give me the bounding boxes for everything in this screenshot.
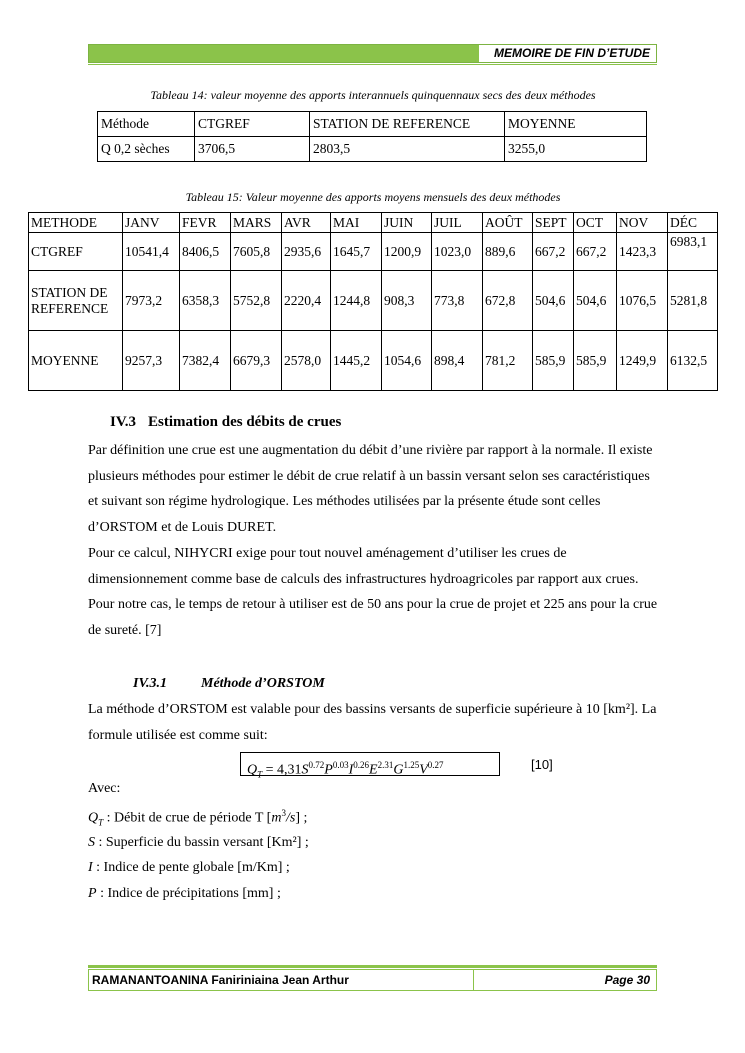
table14-cell: 3255,0 [505, 137, 647, 162]
table14 [97, 111, 647, 162]
definition-line [88, 808, 307, 827]
table15-cell: 585,9 [533, 331, 574, 391]
table15-row [29, 331, 718, 391]
table15-cell: 7973,2 [123, 271, 180, 331]
table15-row [29, 233, 718, 271]
table15-cell: 6983,1 [668, 233, 718, 271]
header-rule [88, 64, 657, 65]
formula-term: P [324, 762, 333, 778]
definition-line [88, 886, 281, 902]
avec-label: Avec: [88, 781, 121, 796]
table15-cell: 2578,0 [282, 331, 331, 391]
footer-author: RAMANANTOANINA Faniriniaina Jean Arthur [89, 970, 474, 990]
table15-cell: 889,6 [483, 233, 533, 271]
table15-cell: 1200,9 [382, 233, 432, 271]
formula-exp: 0.03 [332, 760, 349, 770]
definition-line [88, 835, 309, 851]
table15-cell: 2935,6 [282, 233, 331, 271]
section-heading [110, 414, 341, 431]
formula-reference: [10] [531, 757, 553, 772]
table15-header-cell: JUIN [382, 213, 432, 233]
footer-page-number: Page 30 [604, 973, 650, 987]
def-symbol: Q [88, 810, 99, 826]
table15-header-cell: AVR [282, 213, 331, 233]
table14-cell: 2803,5 [310, 137, 505, 162]
table14-header-cell: MOYENNE [505, 112, 647, 137]
table15-cell: 7605,8 [231, 233, 282, 271]
formula-term: G [393, 762, 404, 778]
table15-cell: STATION DE REFERENCE [29, 271, 123, 331]
subsection-title: Méthode d’ORSTOM [201, 676, 325, 691]
definition-line [88, 860, 290, 876]
def-unit: m [271, 810, 282, 826]
def-text: : Débit de crue de période T [ [103, 810, 272, 826]
table15-cell: 1249,9 [617, 331, 668, 391]
formula-lhs-sub: T [257, 769, 263, 780]
section-title: Estimation des débits de crues [148, 414, 342, 430]
table15-caption: Tableau 15: Valeur moyenne des apports moyens mensuels des deux méthodes [185, 190, 561, 204]
table15-row [29, 271, 718, 331]
table15-header-cell: OCT [574, 213, 617, 233]
table14-row [98, 137, 647, 162]
table15-cell: CTGREF [29, 233, 123, 271]
def-text: : Indice de pente globale [m/Km] ; [92, 860, 290, 875]
table15-header-cell: METHODE [29, 213, 123, 233]
table15-header-cell: AOÛT [483, 213, 533, 233]
table15-cell: 908,3 [382, 271, 432, 331]
table14-header-row [98, 112, 647, 137]
formula-exp: 2.31 [377, 760, 394, 770]
section-paragraph-1: Par définition une crue est une augmentation du débit d’une rivière par rapport à la normale. Il existe plusieurs méthodes pour estimer le débit de crue relatif à un bassin versant selon ses caractéristiques et suivant son régime hydrologique. Les méthodes utilisées par la présente étude sont celles d’ORSTOM et de Louis DURET. [88, 443, 653, 536]
subsection-heading [133, 676, 325, 692]
section-paragraph-2: Pour ce calcul, NIHYCRI exige pour tout nouvel aménagement d’utiliser les crues de dimensionnement comme base de calculs des infrastructures hydroagricoles par rapport aux crues. Pour notre cas, le temps de retour à utiliser est de 50 ans pour la crue de projet et 225 ans pour la crue de sureté. [7] [88, 546, 658, 639]
formula-exp: 0.27 [427, 760, 444, 770]
table15 [28, 212, 718, 391]
table15-header-cell: SEPT [533, 213, 574, 233]
table15-header-cell: MARS [231, 213, 282, 233]
subsection-number: IV.3.1 [133, 676, 167, 691]
table15-cell: 6358,3 [180, 271, 231, 331]
table14-header-cell: Méthode [98, 112, 195, 137]
table15-cell: 5752,8 [231, 271, 282, 331]
def-end: ] ; [295, 810, 308, 826]
table15-cell: 1244,8 [331, 271, 382, 331]
table15-cell: 7382,4 [180, 331, 231, 391]
table15-cell: 10541,4 [123, 233, 180, 271]
table15-cell: 2220,4 [282, 271, 331, 331]
table15-header-row [29, 213, 718, 233]
formula-exp: 0.26 [353, 760, 370, 770]
table15-cell: 504,6 [574, 271, 617, 331]
def-unit-exp: 3 [281, 808, 286, 818]
formula-lhs: Q [247, 762, 258, 778]
header-title: MEMOIRE DE FIN D’ETUDE [493, 46, 650, 60]
footer-rule [88, 965, 657, 968]
table15-cell: 585,9 [574, 331, 617, 391]
table15-header-cell: NOV [617, 213, 668, 233]
table15-cell: 667,2 [574, 233, 617, 271]
table15-header-cell: DÉC [668, 213, 718, 233]
table14-caption: Tableau 14: valeur moyenne des apports interannuels quinquennaux secs des deux méthodes [150, 88, 596, 102]
formula-exp: 1.25 [403, 760, 420, 770]
section-number: IV.3 [110, 414, 136, 430]
table15-header-cell: JANV [123, 213, 180, 233]
table15-cell: 898,4 [432, 331, 483, 391]
footer-bar [88, 969, 657, 991]
table14-header-cell: STATION DE REFERENCE [310, 112, 505, 137]
table15-cell: 672,8 [483, 271, 533, 331]
table15-header-cell: FEVR [180, 213, 231, 233]
def-symbol: S [88, 835, 95, 850]
table15-cell: MOYENNE [29, 331, 123, 391]
table15-cell: 1645,7 [331, 233, 382, 271]
table15-cell: 9257,3 [123, 331, 180, 391]
formula-coef: = 4,31 [262, 762, 302, 778]
table15-cell: 781,2 [483, 331, 533, 391]
formula-term: E [369, 762, 378, 778]
table15-cell: 6679,3 [231, 331, 282, 391]
formula-term: S [301, 762, 309, 778]
table15-header-cell: JUIL [432, 213, 483, 233]
table15-cell: 1076,5 [617, 271, 668, 331]
def-symbol-sub: T [98, 817, 104, 828]
formula-term: I [348, 762, 354, 778]
subsection-paragraph: La méthode d’ORSTOM est valable pour des bassins versants de superficie supérieure à 10 [km²]. La formule utilisée est comme suit: [88, 702, 657, 743]
table15-header-cell: MAI [331, 213, 382, 233]
table15-cell: 1054,6 [382, 331, 432, 391]
table14-cell: 3706,5 [195, 137, 310, 162]
table15-cell: 504,6 [533, 271, 574, 331]
formula-term: V [419, 762, 428, 778]
def-unit-tail: /s [285, 810, 296, 826]
header-accent [89, 45, 479, 62]
table15-cell: 667,2 [533, 233, 574, 271]
def-symbol: I [88, 860, 93, 875]
table15-cell: 1023,0 [432, 233, 483, 271]
table15-cell: 773,8 [432, 271, 483, 331]
table15-cell: 6132,5 [668, 331, 718, 391]
table14-header-cell: CTGREF [195, 112, 310, 137]
table15-cell: 8406,5 [180, 233, 231, 271]
table15-cell: 5281,8 [668, 271, 718, 331]
orstom-formula [240, 752, 500, 780]
def-text: : Indice de précipitations [mm] ; [96, 886, 281, 901]
def-text: : Superficie du bassin versant [Km²] ; [95, 835, 309, 850]
table15-cell: 1423,3 [617, 233, 668, 271]
table14-cell: Q 0,2 sèches [98, 137, 195, 162]
def-symbol: P [88, 886, 97, 901]
table15-cell: 1445,2 [331, 331, 382, 391]
header-bar [88, 44, 657, 63]
formula-exp: 0.72 [308, 760, 325, 770]
